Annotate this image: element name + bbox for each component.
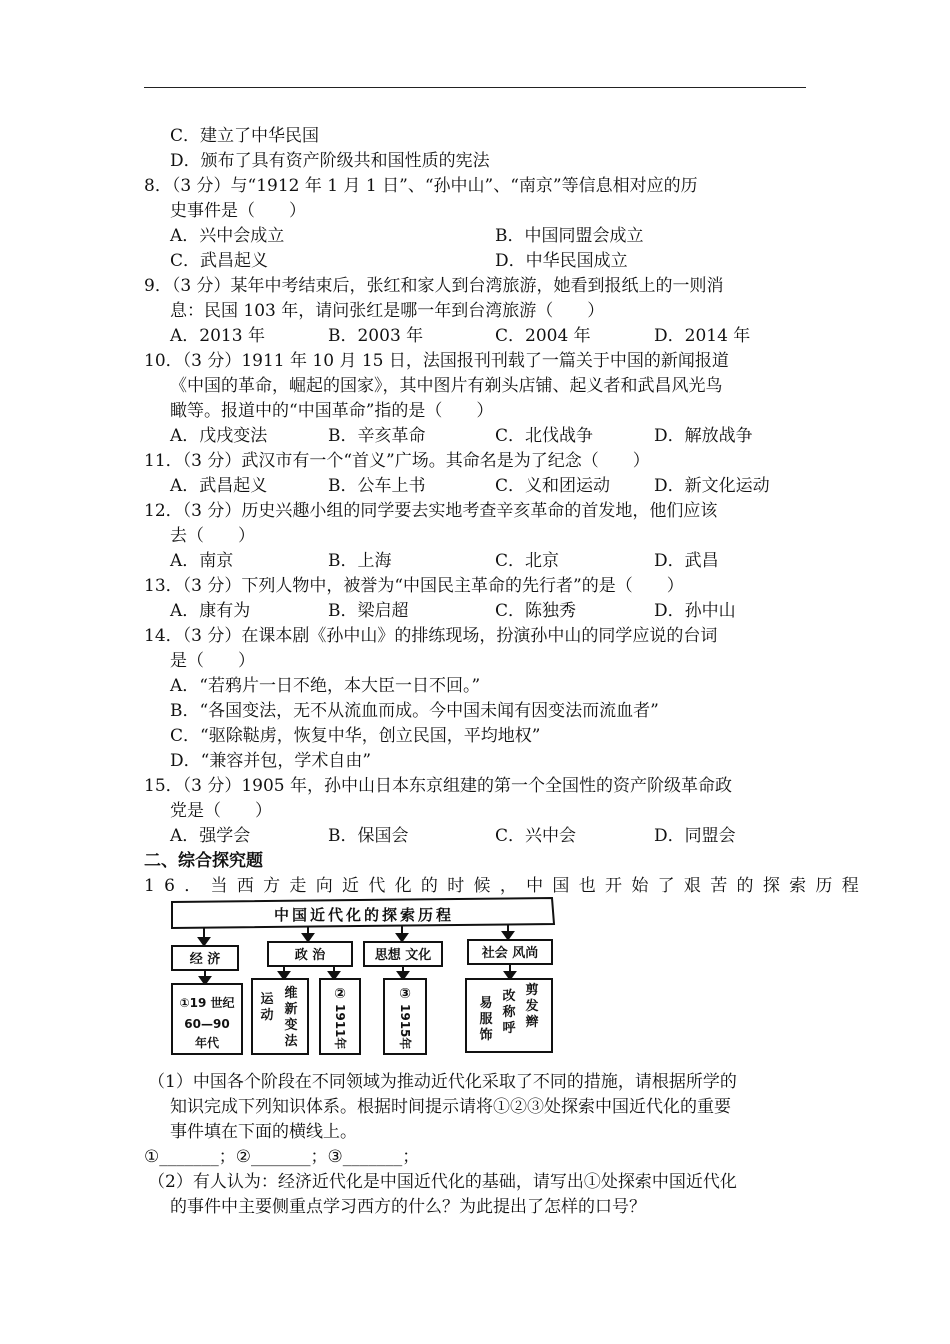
society-char: 易 [479,996,493,1011]
q12-stem-cont: 去（ ） [170,526,255,546]
culture-year: 1915年 [398,1004,412,1050]
q10-option-c: C．北伐战争 [495,426,594,446]
q16-part2-cont: 的事件中主要侧重点学习西方的什么？为此提出了怎样的口号？ [170,1197,646,1217]
q15-option-b: B．保国会 [328,826,409,846]
economy-line2: 60—90 [184,1017,230,1031]
q15-option-a: A．强学会 [170,826,251,846]
q14-stem: 14．（3 分）在课本剧《孙中山》的排练现场，扮演孙中山的同学应说的台词 [144,626,718,646]
q14-option-c: C．“驱除鞑虏，恢复中华，创立民国，平均地权” [170,726,541,746]
q9-stem-cont: 息：民国 103 年，请问张红是哪一年到台湾旅游（ ） [170,301,605,321]
q10-option-a: A．戊戌变法 [170,426,268,446]
society-char: 改 [502,989,516,1004]
politics-reform-char: 法 [284,1034,298,1049]
q13-option-c: C．陈独秀 [495,601,577,621]
q14-option-b: B．“各国变法，无不从流血而成。今中国未闻有因变法而流血者” [170,701,659,721]
q11-option-a: A．武昌起义 [170,476,268,496]
q14-stem-cont: 是（ ） [170,651,255,671]
section-title: 二、综合探究题 [144,851,263,871]
q8-option-d: D．中华民国成立 [495,251,628,271]
culture-number: ③ [399,986,411,1002]
q16-part2: （2）有人认为：经济近代化是中国近代化的基础，请写出①处探索中国近代化 [148,1172,737,1192]
q10-stem-cont: 《中国的革命，崛起的国家》，其中图片有剃头店铺、起义者和武昌风光鸟 [170,376,723,396]
q9-option-a: A．2013 年 [170,326,265,346]
q13-option-b: B．梁启超 [328,601,409,621]
politics-reform-char: 变 [284,1018,298,1033]
category-economy: 经 济 [189,952,221,967]
q11-option-d: D．新文化运动 [654,476,770,496]
q11-option-b: B．公车上书 [328,476,426,496]
society-char: 服 [479,1012,493,1027]
q9-stem: 9．（3 分）某年中考结束后，张红和家人到台湾旅游，她看到报纸上的一则消 [144,276,724,296]
politics-reform-char: 新 [284,1002,298,1017]
politics-number: ② [334,986,346,1002]
q16-part1-cont: 知识完成下列知识体系。根据时间提示请将①②③处探索中国近代化的重要 [170,1097,731,1117]
society-char: 发 [525,999,539,1014]
q10-stem: 10．（3 分）1911 年 10 月 15 日，法国报刊刊载了一篇关于中国的新闻报道 [144,351,729,371]
q11-stem: 11．（3 分）武汉市有一个“首义”广场。其命名是为了纪念（ ） [144,451,650,471]
q8-stem-cont: 史事件是（ ） [170,201,306,221]
q8-option-c: C．武昌起义 [170,251,269,271]
exploration-diagram [168,896,558,1060]
society-char: 辫 [525,1015,539,1030]
category-culture: 思想 文化 [374,948,432,963]
q10-stem-cont2: 瞰等。报道中的“中国革命”指的是（ ） [170,401,494,421]
q11-option-c: C．义和团运动 [495,476,611,496]
q14-option-a: A．“若鸦片一日不绝，本大臣一日不回。” [170,676,481,696]
q13-stem: 13．（3 分）下列人物中，被誉为“中国民主革命的先行者”的是（ ） [144,576,684,596]
q7-option-c: C．建立了中华民国 [170,126,320,146]
politics-reform-char: 运 [260,992,274,1007]
q13-option-d: D．孙中山 [654,601,736,621]
q12-option-b: B．上海 [328,551,392,571]
category-politics: 政 治 [294,948,326,963]
q15-stem-cont: 党是（ ） [170,801,272,821]
q8-option-b: B．中国同盟会成立 [495,226,644,246]
q12-option-d: D．武昌 [654,551,719,571]
diagram-title: 中国近代化的探索历程 [273,906,455,924]
society-char: 呼 [502,1021,516,1036]
category-society: 社会 风尚 [481,946,539,961]
economy-line3: 年代 [194,1036,220,1050]
q12-option-a: A．南京 [170,551,234,571]
q14-option-d: D．“兼容并包，学术自由” [170,751,372,771]
q10-option-d: D．解放战争 [654,426,753,446]
politics-reform-char: 维 [284,986,298,1001]
society-char: 剪 [525,983,539,998]
q12-stem: 12．（3 分）历史兴趣小组的同学要去实地考查辛亥革命的首发地，他们应该 [144,501,718,521]
q16-stem: 16．当西方走向近代化的时候，中国也开始了艰苦的探索历程 [144,876,869,896]
q16-answer-blanks: ①_______；②_______；③_______； [144,1147,420,1167]
q8-option-a: A．兴中会成立 [170,226,285,246]
society-char: 称 [502,1005,516,1020]
q16-part1-cont2: 事件填在下面的横线上。 [170,1122,357,1142]
q10-option-b: B．辛亥革命 [328,426,426,446]
politics-reform-char: 动 [260,1008,274,1023]
society-char: 饰 [479,1028,493,1043]
q12-option-c: C．北京 [495,551,560,571]
header-rule [144,87,806,88]
politics-year: 1911年 [333,1004,347,1050]
q15-option-c: C．兴中会 [495,826,577,846]
q16-part1: （1）中国各个阶段在不同领域为推动近代化采取了不同的措施，请根据所学的 [148,1072,737,1092]
q9-option-b: B．2003 年 [328,326,424,346]
q13-option-a: A．康有为 [170,601,251,621]
q15-option-d: D．同盟会 [654,826,736,846]
q15-stem: 15．（3 分）1905 年，孙中山日本东京组建的第一个全国性的资产阶级革命政 [144,776,733,796]
economy-line1: ①19 世纪 [179,996,235,1010]
q9-option-c: C．2004 年 [495,326,591,346]
q8-stem: 8．（3 分）与“1912 年 1 月 1 日”、“孙中山”、“南京”等信息相对应的历 [144,176,698,196]
q7-option-d: D．颁布了具有资产阶级共和国性质的宪法 [170,151,490,171]
q9-option-d: D．2014 年 [654,326,751,346]
